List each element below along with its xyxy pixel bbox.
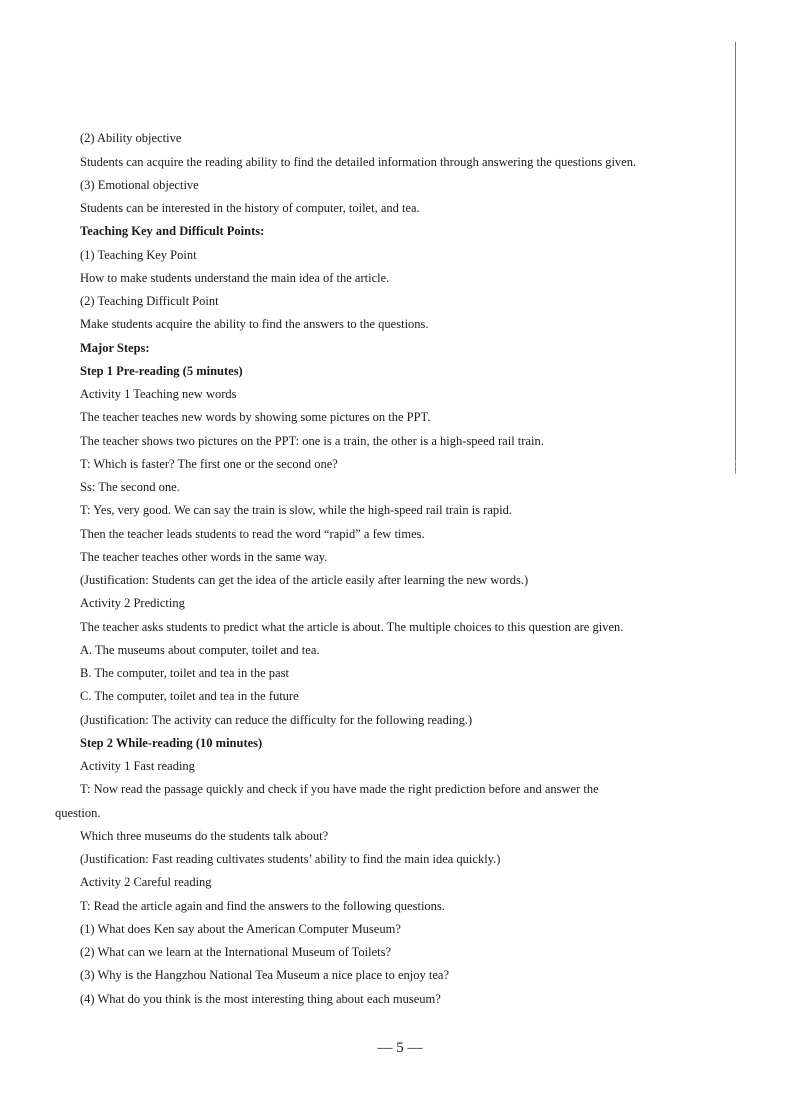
text-line: (Justification: Students can get the idea of the article easily after learning the new words.)	[80, 573, 529, 587]
text-line: Make students acquire the ability to find the answers to the questions.	[80, 317, 429, 331]
text-line: A. The museums about computer, toilet and tea.	[80, 643, 320, 657]
section-heading: Teaching Key and Difficult Points:	[80, 224, 265, 238]
text-line: Activity 2 Predicting	[80, 596, 185, 610]
text-line: Activity 2 Careful reading	[80, 875, 212, 889]
step-heading: Step 1 Pre-reading (5 minutes)	[80, 364, 243, 378]
text-line: The teacher teaches new words by showing some pictures on the PPT.	[80, 410, 431, 424]
margin-line-dash	[735, 460, 737, 474]
step-heading: Step 2 While-reading (10 minutes)	[80, 736, 263, 750]
text-line: Activity 1 Teaching new words	[80, 387, 237, 401]
text-line: (4) What do you think is the most interesting thing about each museum?	[80, 992, 441, 1006]
text-line: (1) Teaching Key Point	[80, 248, 197, 262]
text-line: Then the teacher leads students to read the word “rapid” a few times.	[80, 527, 425, 541]
text-line: T: Now read the passage quickly and check if you have made the right prediction before and answer the	[80, 782, 599, 796]
text-line: The teacher asks students to predict what the article is about. The multiple choices to this question are given.	[80, 620, 624, 634]
text-line: question.	[55, 806, 101, 820]
text-line: Students can be interested in the history of computer, toilet, and tea.	[80, 201, 420, 215]
text-line: T: Read the article again and find the answers to the following questions.	[80, 899, 445, 913]
section-heading: Major Steps:	[80, 341, 150, 355]
text-line: The teacher teaches other words in the same way.	[80, 550, 328, 564]
text-line: (1) What does Ken say about the American Computer Museum?	[80, 922, 401, 936]
page-number: — 5 —	[377, 1040, 423, 1056]
text-line: (2) What can we learn at the International Museum of Toilets?	[80, 945, 392, 959]
text-line: B. The computer, toilet and tea in the past	[80, 666, 289, 680]
text-line: (Justification: Fast reading cultivates students’ ability to find the main idea quickly.)	[80, 852, 501, 866]
text-line: Which three museums do the students talk about?	[80, 829, 329, 843]
text-line: Ss: The second one.	[80, 480, 180, 494]
text-line: Activity 1 Fast reading	[80, 759, 195, 773]
text-line: Students can acquire the reading ability to find the detailed information through answering the questions given.	[80, 155, 637, 169]
text-line: (3) Why is the Hangzhou National Tea Museum a nice place to enjoy tea?	[80, 968, 450, 982]
text-line: How to make students understand the main idea of the article.	[80, 271, 390, 285]
text-line: C. The computer, toilet and tea in the future	[80, 689, 299, 703]
text-line: (2) Ability objective	[80, 131, 182, 145]
text-line: T: Yes, very good. We can say the train is slow, while the high-speed rail train is rapid.	[80, 503, 512, 517]
margin-line	[735, 42, 736, 472]
text-line: The teacher shows two pictures on the PPT: one is a train, the other is a high-speed rail train.	[80, 434, 544, 448]
text-line: (Justification: The activity can reduce the difficulty for the following reading.)	[80, 713, 473, 727]
text-line: (3) Emotional objective	[80, 178, 199, 192]
text-line: (2) Teaching Difficult Point	[80, 294, 219, 308]
text-line: T: Which is faster? The first one or the second one?	[80, 457, 338, 471]
